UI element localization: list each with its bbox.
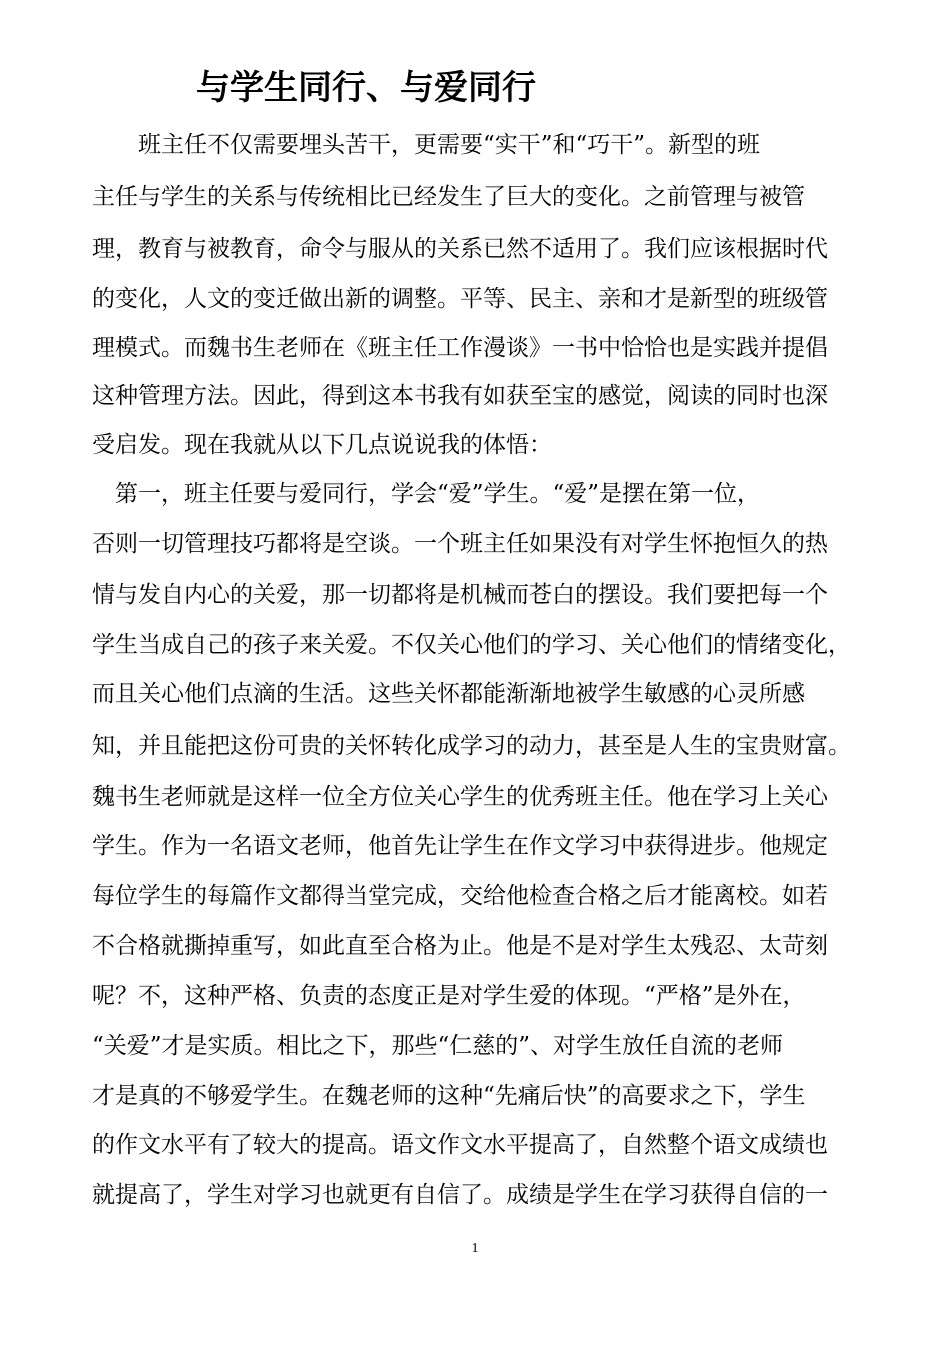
text-line: 第一，班主任要与爱同行，学会“爱”学生。“爱”是摆在第一位， <box>92 481 761 507</box>
text-line: 魏书生老师就是这样一位全方位关心学生的优秀班主任。他在学习上关心 <box>92 784 828 810</box>
text-line: 的变化，人文的变迁做出新的调整。平等、民主、亲和才是新型的班级管 <box>92 286 828 312</box>
text-line: 理模式。而魏书生老师在《班主任工作漫谈》一书中恰恰也是实践并提倡 <box>92 335 828 361</box>
text-line: 就提高了，学生对学习也就更有自信了。成绩是学生在学习获得自信的一 <box>92 1182 828 1208</box>
document-title: 与学生同行、与爱同行 <box>196 68 536 108</box>
text-line: 情与发自内心的关爱，那一切都将是机械而苍白的摆设。我们要把每一个 <box>92 582 828 608</box>
text-line: 知，并且能把这份可贵的关怀转化成学习的动力，甚至是人生的宝贵财富。 <box>92 733 851 759</box>
text-line: 受启发。现在我就从以下几点说说我的体悟： <box>92 432 552 458</box>
text-line: 呢？不，这种严格、负责的态度正是对学生爱的体现。“严格”是外在， <box>92 983 806 1009</box>
text-line: 这种管理方法。因此，得到这本书我有如获至宝的感觉，阅读的同时也深 <box>92 383 828 409</box>
text-line: 主任与学生的关系与传统相比已经发生了巨大的变化。之前管理与被管 <box>92 184 805 210</box>
text-line: 每位学生的每篇作文都得当堂完成，交给他检查合格之后才能离校。如若 <box>92 883 828 909</box>
text-line: 学生。作为一名语文老师，他首先让学生在作文学习中获得进步。他规定 <box>92 833 828 859</box>
text-line: 学生当成自己的孩子来关爱。不仅关心他们的学习、关心他们的情绪变化， <box>92 632 851 658</box>
page-number: 1 <box>471 1241 479 1256</box>
text-line: 班主任不仅需要埋头苦干，更需要“实干”和“巧干”。新型的班 <box>92 132 761 158</box>
text-line: 的作文水平有了较大的提高。语文作文水平提高了，自然整个语文成绩也 <box>92 1132 828 1158</box>
text-line: “关爱”才是实质。相比之下，那些“仁慈的”、对学生放任自流的老师 <box>92 1033 784 1059</box>
text-line: 才是真的不够爱学生。在魏老师的这种“先痛后快”的高要求之下，学生 <box>92 1083 806 1109</box>
text-line: 理，教育与被教育，命令与服从的关系已然不适用了。我们应该根据时代 <box>92 236 828 262</box>
text-line: 否则一切管理技巧都将是空谈。一个班主任如果没有对学生怀抱恒久的热 <box>92 531 828 557</box>
text-line: 而且关心他们点滴的生活。这些关怀都能渐渐地被学生敏感的心灵所感 <box>92 681 805 707</box>
text-line: 不合格就撕掉重写，如此直至合格为止。他是不是对学生太残忍、太苛刻 <box>92 933 828 959</box>
